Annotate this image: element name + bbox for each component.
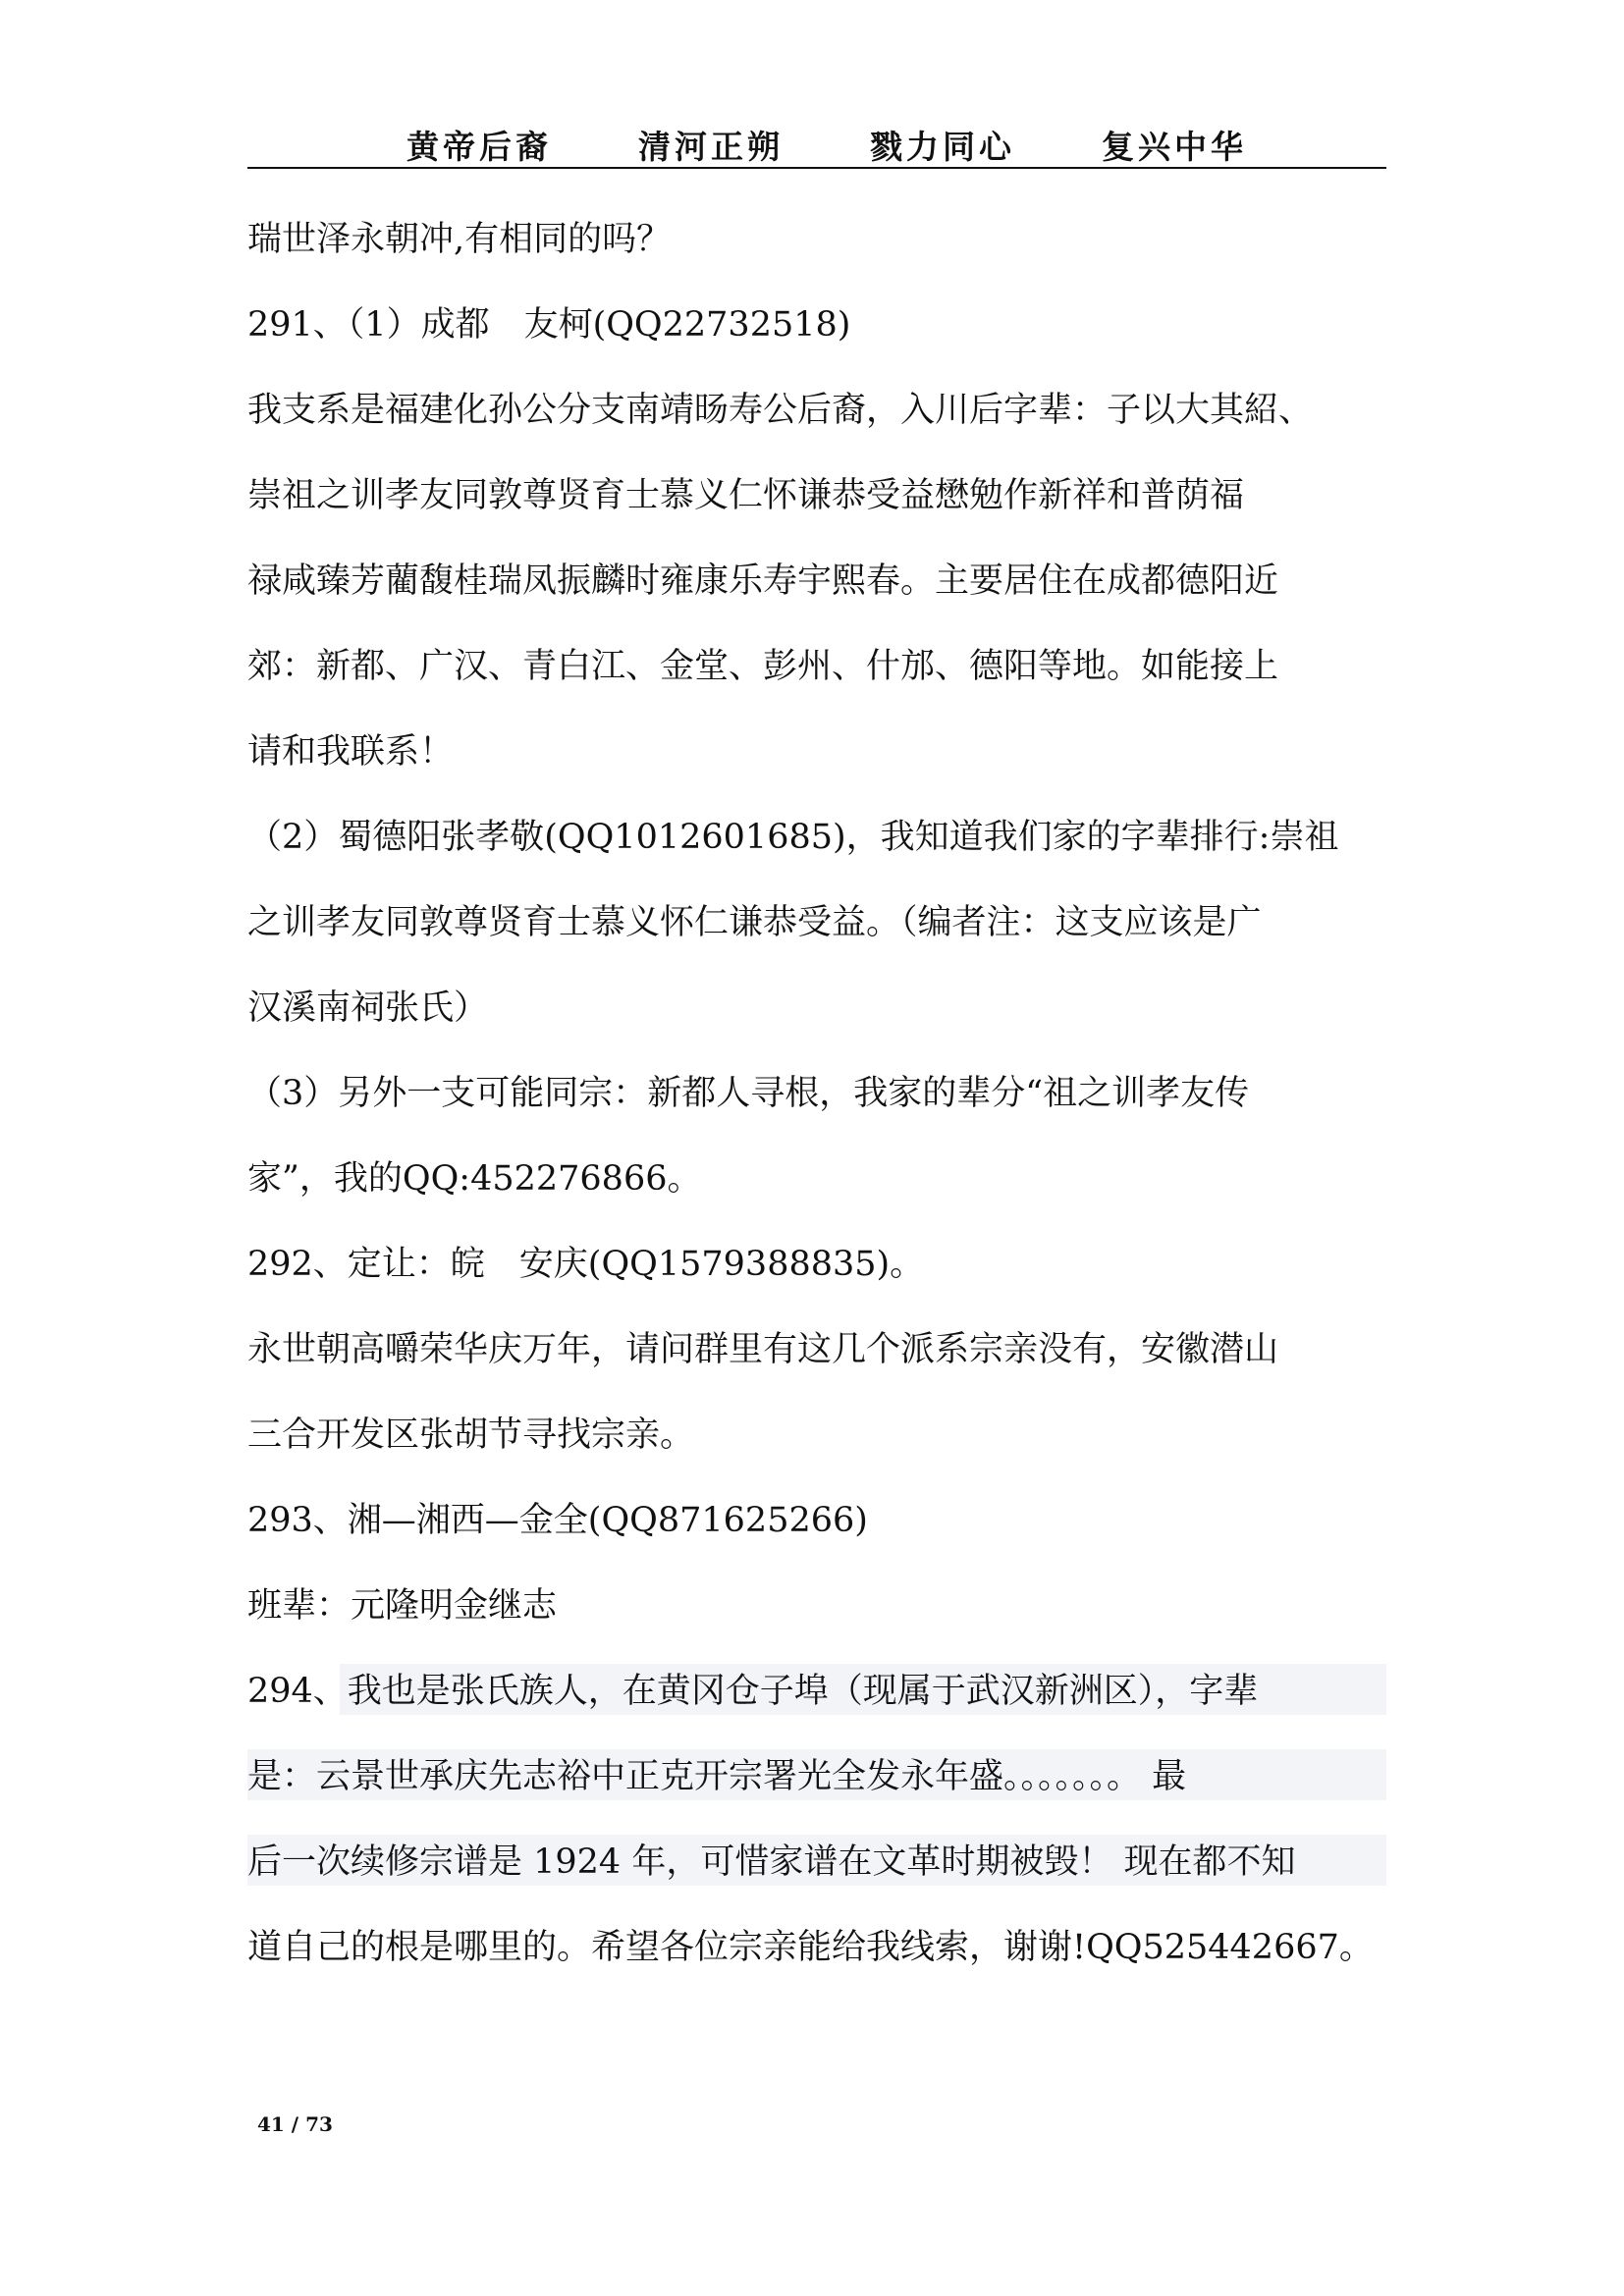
text-line: 请和我联系！ bbox=[247, 732, 455, 772]
page-number: 41 / 73 bbox=[257, 2112, 333, 2136]
entry-294-heading: 294、我也是张氏族人，在黄冈仓子埠（现属于武汉新洲区），字辈 bbox=[247, 1672, 1259, 1711]
text-line: 道自己的根是哪里的。希望各位宗亲能给我线索，谢谢!QQ525442667。 bbox=[247, 1928, 1374, 1967]
text-line: 家”，我的QQ:452276866。 bbox=[247, 1159, 702, 1199]
text-line: （3）另外一支可能同宗：新都人寻根，我家的辈分“祖之训孝友传 bbox=[247, 1074, 1250, 1113]
page-header bbox=[247, 116, 1386, 165]
header-motto-2: 清河正朔 bbox=[638, 128, 784, 166]
entry-292-heading: 292、定让：皖 安庆(QQ1579388835)。 bbox=[247, 1245, 925, 1284]
entry-291-heading: 291、（1）成都 友柯(QQ22732518) bbox=[247, 305, 851, 345]
text-line: （2）蜀德阳张孝敬(QQ1012601685)，我知道我们家的字辈排行:崇祖 bbox=[247, 818, 1339, 857]
text-line: 永世朝高嚼荣华庆万年，请问群里有这几个派系宗亲没有，安徽潜山 bbox=[247, 1330, 1279, 1369]
text-line: 郊：新都、广汉、青白江、金堂、彭州、什邡、德阳等地。如能接上 bbox=[247, 647, 1279, 686]
text-line: 崇祖之训孝友同敦尊贤育士慕义仁怀谦恭受益懋勉作新祥和普荫福 bbox=[247, 476, 1245, 515]
text-line: 是：云景世承庆先志裕中正克开宗署光全发永年盛。。。。。。。 最 bbox=[247, 1757, 1187, 1796]
text-line: 班辈：元隆明金继志 bbox=[247, 1586, 558, 1626]
text-line: 我支系是福建化孙公分支南靖旸寿公后裔，入川后字辈：子以大其紹、 bbox=[247, 391, 1314, 430]
text-line: 三合开发区张胡节寻找宗亲。 bbox=[247, 1415, 695, 1455]
text-line: 瑞世泽永朝冲,有相同的吗？ bbox=[247, 220, 672, 259]
header-motto-1: 黄帝后裔 bbox=[406, 128, 552, 166]
header-motto-3: 戮力同心 bbox=[870, 128, 1015, 166]
text-line: 之训孝友同敦尊贤育士慕义怀仁谦恭受益。（编者注：这支应该是广 bbox=[247, 903, 1262, 942]
header-motto-4: 复兴中华 bbox=[1102, 128, 1247, 166]
entry-293-heading: 293、湘—湘西—金全(QQ871625266) bbox=[247, 1501, 868, 1540]
text-line: 后一次续修宗谱是 1924 年，可惜家谱在文革时期被毁！ 现在都不知 bbox=[247, 1842, 1296, 1882]
header-divider bbox=[247, 167, 1386, 169]
text-line: 禄咸臻芳藺馥桂瑞凤振麟时雍康乐寿宇熙春。主要居住在成都德阳近 bbox=[247, 561, 1279, 601]
text-line: 汉溪南祠张氏） bbox=[247, 988, 489, 1028]
